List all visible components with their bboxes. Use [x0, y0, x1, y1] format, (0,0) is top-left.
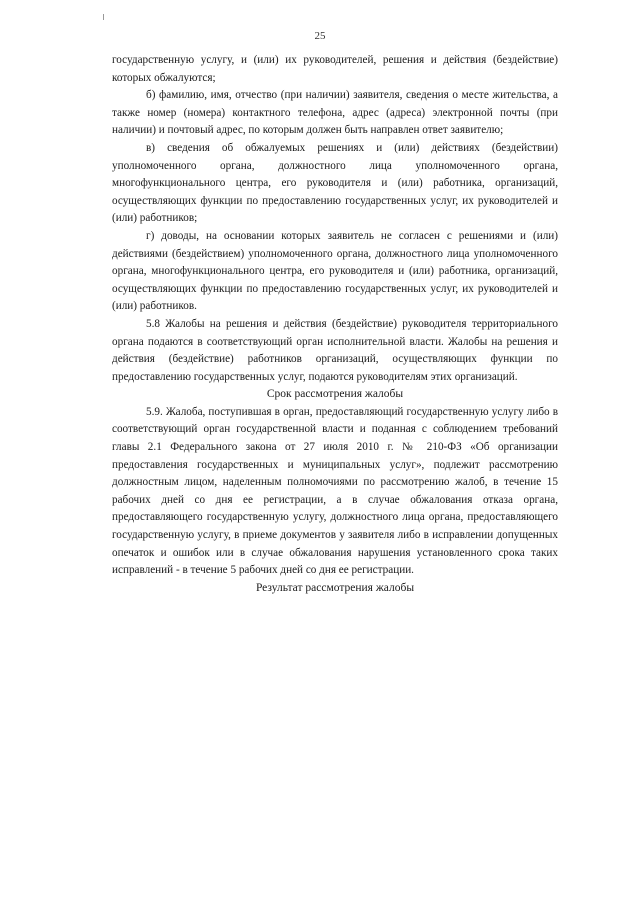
paragraph-5-9: 5.9. Жалоба, поступившая в орган, предоставляющий государственную услугу либо в соответствующий орган государственной власти и поданная с соблюдением требований главы 2.1 Федерального закона от 27 июля 2010 г. № 210-ФЗ «Об организации предоставления государственных и муниципальных услуг», подлежит рассмотрению должностным лицом, наделенным полномочиями по рассмотрению жалоб, в течение 15 рабочих дней со дня ее регистрации, а в случае обжалования отказа органа, предоставляющего государственную услугу, должностного лица органа, предоставляющего государственную услугу, в приеме документов у заявителя либо в исправлении допущенных опечаток и ошибок или в случае обжалования нарушения установленного срока таких исправлений - в течение 5 рабочих дней со дня ее регистрации.: [112, 405, 558, 577]
section-heading-review-result: Результат рассмотрения жалобы: [255, 581, 415, 594]
paragraph-5-8: 5.8 Жалобы на решения и действия (бездействие) руководителя территориального органа подаются в соответствующий орган исполнительной власти. Жалобы на решения и действия (бездействие) работников организаций, осуществляющих функции по предоставлению государственных услуг, подаются руководителям этих организаций.: [112, 317, 558, 383]
paragraph-item-g: г) доводы, на основании которых заявитель не согласен с решениями и (или) действиями (бездействием) уполномоченного органа, должностного лица уполномоченного органа, многофункционального центра, его руководителя и (или) работника, организаций, осуществляющих функции по предоставлению государственных услуг, их руководителей и (или) работников.: [112, 229, 558, 313]
paragraph-item-v: в) сведения об обжалуемых решениях и (или) действиях (бездействии) уполномоченного органа, должностного лица уполномоченного органа, многофункционального центра, его руководителя и (или) работника, организаций, осуществляющих функции по предоставлению государственных услуг, их руководителей и (или) работников;: [112, 141, 558, 225]
page-number: 25: [314, 30, 326, 42]
paragraph-item-b: б) фамилию, имя, отчество (при наличии) заявителя, сведения о месте жительства, а также номер (номера) контактного телефона, адрес (адреса) электронной почты (при наличии) и почтовый адрес, по которым должен быть направлен ответ заявителю;: [112, 89, 558, 137]
section-heading-review-period: Срок рассмотрения жалобы: [266, 388, 404, 401]
scan-speck: [103, 14, 104, 20]
document-body: [112, 52, 558, 597]
paragraph-continuation: государственную услугу, и (или) их руководителей, решения и действия (бездействие) которых обжалуются;: [112, 54, 558, 84]
